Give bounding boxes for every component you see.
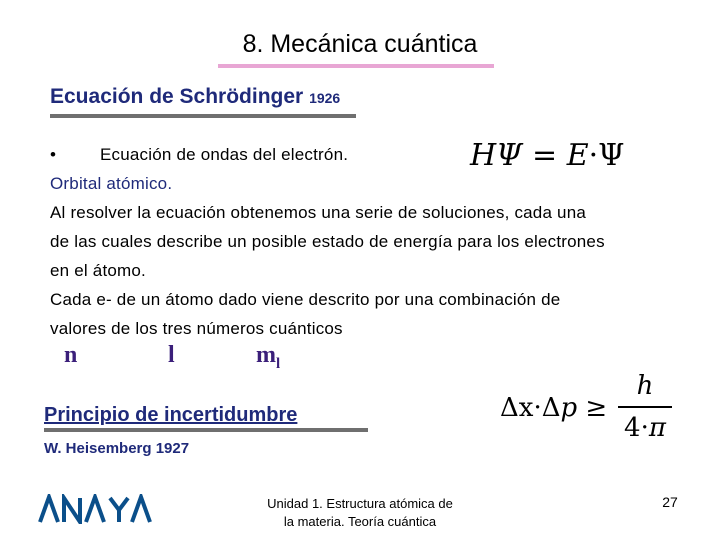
quantum-number-ml (256, 342, 280, 373)
uncertainty-lhs (500, 393, 607, 423)
uncertainty-equation (500, 370, 670, 450)
section-underline (50, 114, 356, 118)
bullet-symbol: • (50, 145, 57, 164)
anaya-logo-graphic (38, 494, 152, 524)
orbital-line: Orbital atómico. (50, 174, 173, 193)
section-title (50, 84, 340, 111)
uncertainty-momentum: p (560, 393, 578, 423)
uncertainty-geq: ≥ (585, 393, 608, 423)
title-underline (218, 64, 494, 68)
body-line: de las cuales describe un posible estado de energía para los electrones (50, 232, 605, 251)
section-year: 1926 (309, 90, 341, 106)
slide-title: 8. Mecánica cuántica (242, 30, 478, 58)
footer-text-line2: la materia. Teoría cuántica (283, 514, 437, 529)
section-title-text: Ecuación de Schrödinger (50, 85, 304, 108)
equation-energy: E (566, 138, 589, 173)
anaya-logo (38, 494, 152, 524)
bullet-text: Ecuación de ondas del electrón. (100, 145, 349, 164)
quantum-number-ml-sub: l (276, 355, 281, 372)
fraction-denominator (618, 412, 672, 444)
body-line: Al resolver la ecuación obtenemos una serie de soluciones, cada una (50, 203, 587, 222)
equation-equals: = (532, 138, 558, 173)
quantum-number-ml-base: m (256, 342, 276, 368)
uncertainty-delta-prefix: Δx·Δ (500, 393, 561, 423)
equation-psi: Ψ (598, 138, 625, 173)
denominator-prefix: 4· (624, 413, 649, 443)
quantum-number-n: n (64, 342, 78, 368)
body-line: en el átomo. (50, 261, 146, 280)
fraction-numerator: h (636, 371, 654, 401)
principle-title: Principio de incertidumbre (44, 404, 298, 426)
uncertainty-fraction (618, 370, 672, 444)
page-number: 27 (662, 494, 678, 510)
footer-text-line1: Unidad 1. Estructura atómica de (267, 496, 453, 511)
principle-underline (44, 428, 368, 432)
body-line: valores de los tres números cuánticos (50, 319, 343, 338)
body-line: Cada e- de un átomo dado viene descrito por una combinación de (50, 290, 561, 309)
denominator-pi: π (648, 413, 666, 443)
quantum-number-l: l (168, 342, 175, 368)
fraction-bar (618, 406, 672, 408)
principle-author: W. Heisemberg 1927 (44, 440, 190, 457)
equation-dot: · (588, 138, 599, 173)
equation-lhs: HΨ (470, 138, 523, 173)
schrodinger-equation (470, 138, 624, 173)
footer-text (252, 495, 468, 531)
